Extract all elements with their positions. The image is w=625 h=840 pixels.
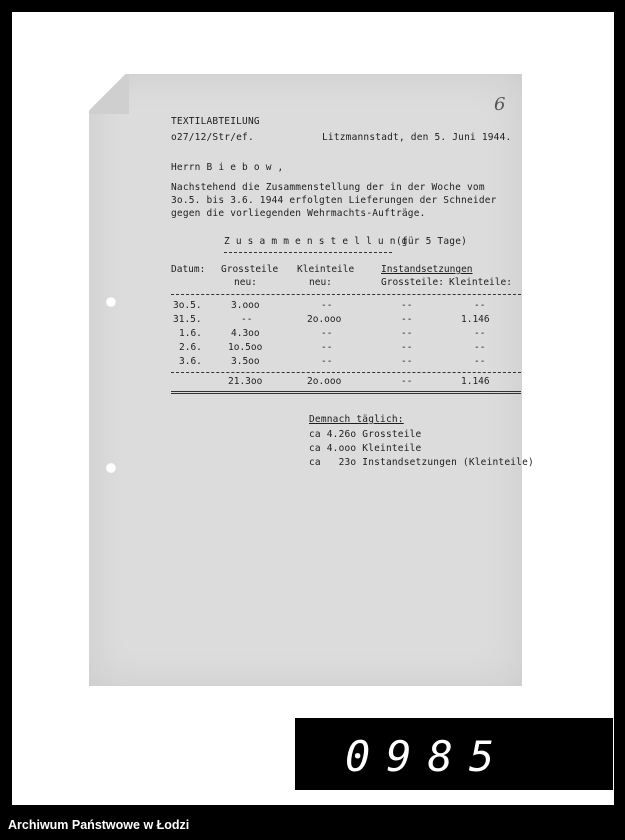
- department-heading: TEXTILABTEILUNG: [171, 116, 260, 127]
- punch-hole: [105, 296, 117, 308]
- row-inst-klein: --: [474, 342, 486, 353]
- row-gross: 1o.5oo: [228, 342, 263, 353]
- total-inst-klein: 1.146: [461, 376, 490, 387]
- frame-counter-panel: [295, 718, 613, 790]
- row-klein: --: [321, 328, 333, 339]
- daily-heading: Demnach täglich:: [309, 414, 404, 425]
- row-inst-gross: --: [401, 300, 413, 311]
- salutation: Herrn B i e b o w ,: [171, 162, 284, 173]
- row-klein: --: [321, 342, 333, 353]
- document-page: [89, 74, 534, 686]
- row-inst-gross: --: [401, 328, 413, 339]
- row-datum: 1.6.: [179, 328, 202, 339]
- daily-line: ca 23o Instandsetzungen (Kleinteile): [309, 457, 534, 468]
- row-inst-klein: --: [474, 356, 486, 367]
- body-line: 3o.5. bis 3.6. 1944 erfolgten Lieferungen der Schneider: [171, 195, 497, 206]
- header-rule: [171, 294, 521, 295]
- header-kleinteile-sub: neu:: [309, 277, 332, 288]
- folded-corner: [89, 74, 129, 114]
- row-gross: --: [241, 314, 253, 325]
- scan-frame: [12, 12, 614, 805]
- row-gross: 4.3oo: [231, 328, 260, 339]
- archive-name: Archiwum Państwowe w Łodzi: [8, 818, 190, 832]
- total-double-rule: [171, 391, 521, 394]
- sum-rule: [171, 372, 521, 373]
- row-gross: 3.ooo: [231, 300, 260, 311]
- row-inst-gross: --: [401, 342, 413, 353]
- body-line: gegen die vorliegenden Wehrmachts-Aufträge.: [171, 208, 426, 219]
- punch-hole: [105, 462, 117, 474]
- row-inst-gross: --: [401, 314, 413, 325]
- row-inst-gross: --: [401, 356, 413, 367]
- daily-line: ca 4.26o Grossteile: [309, 429, 422, 440]
- row-datum: 3.6.: [179, 356, 202, 367]
- row-klein: --: [321, 356, 333, 367]
- header-instandsetzungen: Instandsetzungen: [381, 264, 473, 275]
- row-gross: 3.5oo: [231, 356, 260, 367]
- row-datum: 3o.5.: [173, 300, 202, 311]
- total-gross: 21.3oo: [228, 376, 263, 387]
- row-datum: 31.5.: [173, 314, 202, 325]
- row-inst-klein: --: [474, 300, 486, 311]
- row-klein: 2o.ooo: [307, 314, 342, 325]
- header-grossteile: Grossteile: [221, 264, 279, 275]
- frame-number: 0985: [345, 732, 511, 781]
- row-klein: --: [321, 300, 333, 311]
- summary-title: Z u s a m m e n s t e l l u n g: [224, 236, 408, 247]
- header-inst-gross: Grossteile:: [381, 277, 444, 288]
- total-inst-gross: --: [401, 376, 413, 387]
- row-inst-klein: --: [474, 328, 486, 339]
- title-underline: [224, 252, 392, 253]
- total-klein: 2o.ooo: [307, 376, 342, 387]
- handwritten-page-number: 6: [494, 94, 506, 115]
- header-inst-klein: Kleinteile:: [449, 277, 512, 288]
- reference-code: o27/12/Str/ef.: [171, 132, 254, 143]
- archive-footer: [0, 810, 625, 840]
- summary-subtitle: (für 5 Tage): [396, 236, 468, 247]
- header-kleinteile: Kleinteile: [297, 264, 355, 275]
- place-date: Litzmannstadt, den 5. Juni 1944.: [322, 132, 512, 143]
- body-line: Nachstehend die Zusammenstellung der in der Woche vom: [171, 182, 485, 193]
- row-inst-klein: 1.146: [461, 314, 490, 325]
- daily-line: ca 4.ooo Kleinteile: [309, 443, 422, 454]
- header-datum: Datum:: [171, 264, 206, 275]
- header-grossteile-sub: neu:: [234, 277, 257, 288]
- row-datum: 2.6.: [179, 342, 202, 353]
